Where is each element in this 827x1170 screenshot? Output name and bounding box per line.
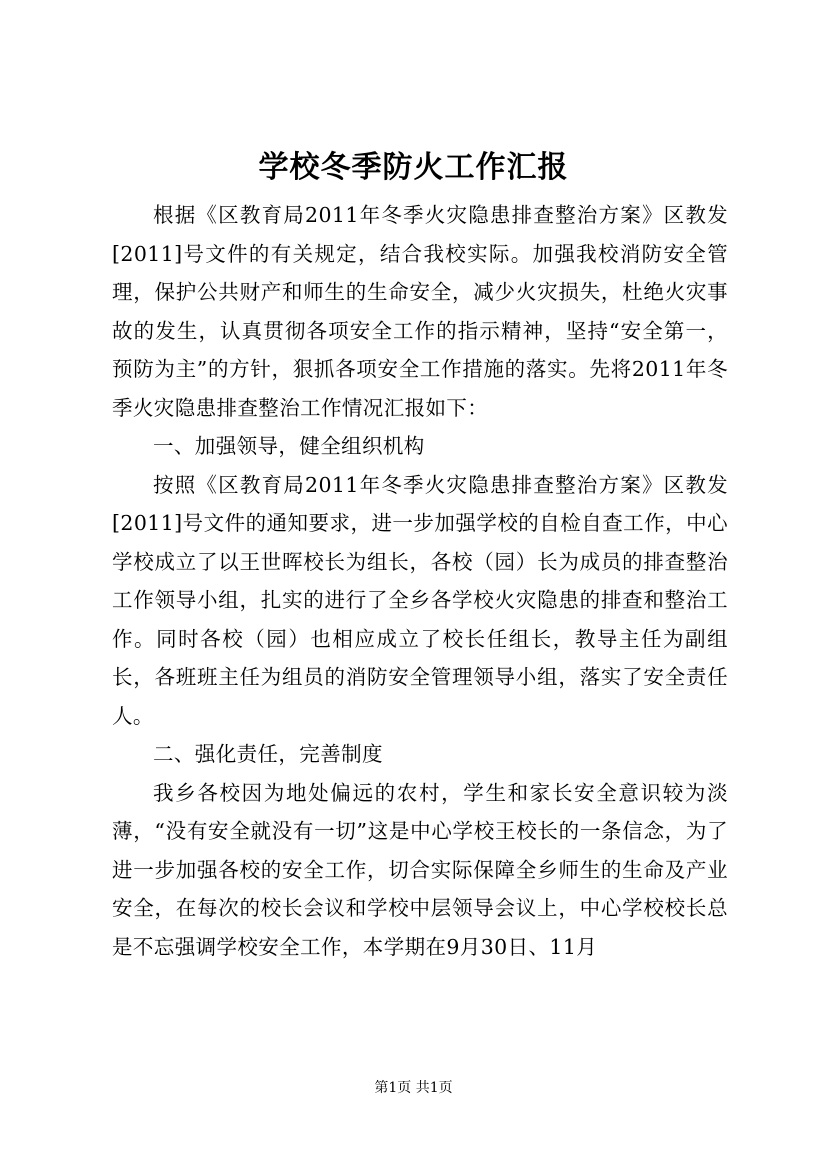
- page-footer: 第1页 共1页: [374, 1080, 453, 1096]
- document-title: 学校冬季防火工作汇报: [258, 150, 569, 185]
- section-1-paragraph: 按照《区教育局2011年冬季火灾隐患排查整治方案》区教发[2011]号文件的通知要求，进一步加强学校的自检自查工作，中心学校成立了以王世晖校长为组长，各校（园）长为成员的排查整治工作领导小组，扎实的进行了全乡各学校火灾隐患的排查和整治工作。同时各校（园）也相应成立了校长任组长，教导主任为副组长，各班班主任为组员的消防安全管理领导小组，落实了安全责任人。: [112, 472, 728, 728]
- section-heading-2: 二、强化责任，完善制度: [153, 742, 383, 766]
- section-heading-1: 一、加强领导，健全组织机构: [153, 434, 425, 458]
- document-body: [112, 196, 728, 966]
- section-2-paragraph: 我乡各校因为地处偏远的农村，学生和家长安全意识较为淡薄，“没有安全就没有一切”这是中心学校王校长的一条信念，为了进一步加强各校的安全工作，切合实际保障全乡师生的生命及产业安全，在每次的校长会议和学校中层领导会议上，中心学校校长总是不忘强调学校安全工作，本学期在9月30日、11月: [112, 780, 728, 959]
- intro-paragraph: 根据《区教育局2011年冬季火灾隐患排查整治方案》区教发[2011]号文件的有关规定，结合我校实际。加强我校消防安全管理，保护公共财产和师生的生命安全，减少火灾损失，杜绝火灾事故的发生，认真贯彻各项安全工作的指示精神，坚持“安全第一，预防为主”的方针，狠抓各项安全工作措施的落实。先将2011年冬季火灾隐患排查整治工作情况汇报如下：: [112, 203, 728, 420]
